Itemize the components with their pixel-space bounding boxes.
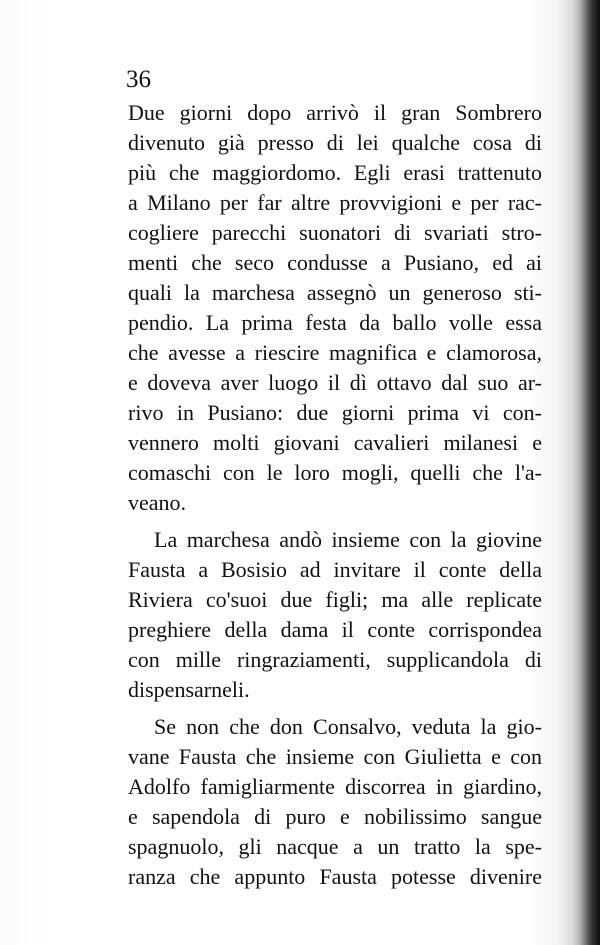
text-line: divenuto già presso di lei qualche cosa di <box>128 130 542 155</box>
text-line: dispensarneli. <box>128 677 250 702</box>
text-line: rivo in Pusiano: due giorni prima vi con- <box>128 400 542 425</box>
paragraph-2 <box>128 525 542 705</box>
text-line: ranza che appunto Fausta potesse divenire <box>128 864 542 889</box>
text-line: e sapendola di puro e nobilissimo sangue <box>128 804 542 829</box>
text-line: quali la marchesa assegnò un generoso sti- <box>128 280 542 305</box>
paragraph-gap <box>128 518 542 525</box>
text-line: preghiere della dama il conte corrispondea <box>128 617 542 642</box>
text-line: vane Fausta che insieme con Giulietta e con <box>128 744 542 769</box>
page-text <box>128 98 542 892</box>
paragraph-3 <box>128 712 542 892</box>
text-line: cogliere parecchi suonatori di svariati stro- <box>128 220 542 245</box>
paragraph-1 <box>128 98 542 518</box>
text-line: Se non che don Consalvo, veduta la gio- <box>154 714 542 739</box>
text-line: Adolfo famigliarmente discorrea in giardino, <box>128 774 542 799</box>
text-line: a Milano per far altre provvigioni e per rac- <box>128 190 542 215</box>
text-line: veano. <box>128 490 187 515</box>
text-line: menti che seco condusse a Pusiano, ed ai <box>128 250 542 275</box>
text-line: Due giorni dopo arrivò il gran Sombrero <box>128 100 542 125</box>
text-line: vennero molti giovani cavalieri milanesi e <box>128 430 542 455</box>
text-line: La marchesa andò insieme con la giovine <box>154 527 542 552</box>
paragraph-gap <box>128 705 542 712</box>
text-line: Fausta a Bosisio ad invitare il conte della <box>128 557 542 582</box>
text-line: Riviera co'suoi due figli; ma alle replicate <box>128 587 542 612</box>
text-line: con mille ringraziamenti, supplicandola di <box>128 647 542 672</box>
text-line: spagnuolo, gli nacque a un tratto la spe- <box>128 834 542 859</box>
text-line: comaschi con le loro mogli, quelli che l'a- <box>128 460 542 485</box>
text-line: pendio. La prima festa da ballo volle essa <box>128 310 542 335</box>
text-line: più che maggiordomo. Egli erasi trattenuto <box>128 160 542 185</box>
page-binding-shadow <box>580 0 600 945</box>
text-line: e doveva aver luogo il dì ottavo dal suo ar- <box>128 370 542 395</box>
text-line: che avesse a riescire magnifica e clamorosa, <box>128 340 542 365</box>
page-number: 36 <box>126 66 151 93</box>
